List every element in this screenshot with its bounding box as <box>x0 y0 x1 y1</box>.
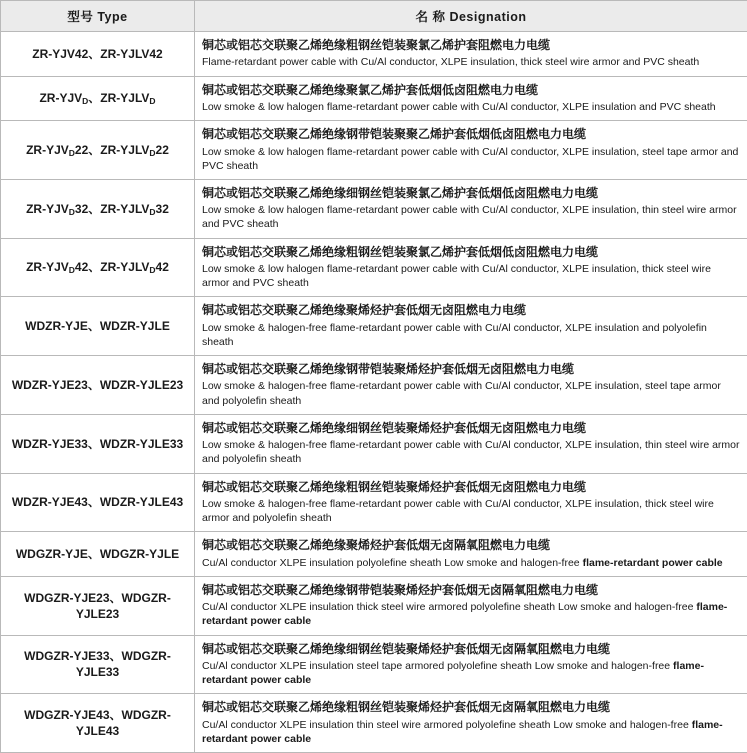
cell-model: ZR-YJV42、ZR-YJLV42 <box>1 32 195 77</box>
designation-chinese: 铜芯或铝芯交联聚乙烯绝缘聚烯烃护套低烟无卤隔氧阻燃电力电缆 <box>202 537 740 554</box>
designation-english: Cu/Al conductor XLPE insulation thick steel wire armored polyolefine sheath Low smoke and halogen-free flame-retardant power cable <box>202 600 740 628</box>
cell-designation <box>195 179 747 238</box>
designation-english: Low smoke & halogen-free flame-retardant power cable with Cu/Al conductor, XLPE insulation, thick steel wire armor and polyolefin sheath <box>202 497 740 525</box>
table-row <box>1 635 747 694</box>
table-row <box>1 576 747 635</box>
cell-designation <box>195 238 747 297</box>
cell-designation <box>195 694 747 753</box>
designation-chinese: 铜芯或铝芯交联聚乙烯绝缘粗钢丝铠装聚氯乙烯护套阻燃电力电缆 <box>202 37 740 54</box>
table-row <box>1 473 747 532</box>
cell-model: $ZR-YJV_D32$、$ZR-YJLV_D32$ <box>1 179 195 238</box>
table-header <box>1 1 747 32</box>
designation-chinese: 铜芯或铝芯交联聚乙烯绝缘聚烯烃护套低烟无卤阻燃电力电缆 <box>202 302 740 319</box>
designation-english: Low smoke & low halogen flame-retardant power cable with Cu/Al conductor, XLPE insulation, thick steel wire armor and PVC sheath <box>202 262 740 290</box>
designation-english: Cu/Al conductor XLPE insulation steel tape armored polyolefine sheath Low smoke and halogen-free flame-retardant power cable <box>202 659 740 687</box>
designation-english: Cu/Al conductor XLPE insulation polyolefine sheath Low smoke and halogen-free flame-retardant power cable <box>202 556 740 570</box>
cell-model: WDZR-YJE33、WDZR-YJLE33 <box>1 414 195 473</box>
table-row <box>1 76 747 121</box>
designation-chinese: 铜芯或铝芯交联聚乙烯绝缘细钢丝铠装聚烯烃护套低烟无卤阻燃电力电缆 <box>202 420 740 437</box>
table-body <box>1 32 747 753</box>
cell-model: WDGZR-YJE33、WDGZR-YJLE33 <box>1 635 195 694</box>
table-row <box>1 121 747 180</box>
designation-english: Low smoke & halogen-free flame-retardant power cable with Cu/Al conductor, XLPE insulation, steel tape armor and polyolefin sheath <box>202 379 740 407</box>
designation-chinese: 铜芯或铝芯交联聚乙烯绝缘粗钢丝铠装聚烯烃护套低烟无卤阻燃电力电缆 <box>202 479 740 496</box>
table-row <box>1 532 747 577</box>
designation-chinese: 铜芯或铝芯交联聚乙烯绝缘钢带铠装聚烯烃护套低烟无卤阻燃电力电缆 <box>202 361 740 378</box>
designation-english: Low smoke & low halogen flame-retardant power cable with Cu/Al conductor, XLPE insulation, thin steel wire armor and PVC sheath <box>202 203 740 231</box>
cell-model: $ZR-YJV_D42$、$ZR-YJLV_D42$ <box>1 238 195 297</box>
cell-designation <box>195 576 747 635</box>
cell-designation <box>195 297 747 356</box>
column-header-model: 型号 Type <box>1 1 195 32</box>
cell-model: WDGZR-YJE、WDGZR-YJLE <box>1 532 195 577</box>
designation-chinese: 铜芯或铝芯交联聚乙烯绝缘钢带铠装聚聚乙烯护套低烟低卤阻燃电力电缆 <box>202 126 740 143</box>
column-header-designation: 名 称 Designation <box>195 1 747 32</box>
cell-designation <box>195 414 747 473</box>
table-row <box>1 32 747 77</box>
designation-english: Low smoke & low halogen flame-retardant power cable with Cu/Al conductor, XLPE insulation and PVC sheath <box>202 100 740 114</box>
cell-model: $ZR-YJV_D22$、$ZR-YJLV_D22$ <box>1 121 195 180</box>
cell-model: $ZR-YJV_D$、$ZR-YJLV_D$ <box>1 76 195 121</box>
cell-designation <box>195 532 747 577</box>
designation-english: Low smoke & low halogen flame-retardant power cable with Cu/Al conductor, XLPE insulation, steel tape armor and PVC sheath <box>202 145 740 173</box>
designation-english: Low smoke & halogen-free flame-retardant power cable with Cu/Al conductor, XLPE insulation, thin steel wire armor and polyolefin sheath <box>202 438 740 466</box>
cell-model: WDZR-YJE23、WDZR-YJLE23 <box>1 356 195 415</box>
designation-chinese: 铜芯或铝芯交联聚乙烯绝缘钢带铠装聚烯烃护套低烟无卤隔氧阻燃电力电缆 <box>202 582 740 599</box>
table-row <box>1 297 747 356</box>
table-row <box>1 694 747 753</box>
designation-chinese: 铜芯或铝芯交联聚乙烯绝缘细钢丝铠装聚氯乙烯护套低烟低卤阻燃电力电缆 <box>202 185 740 202</box>
cell-designation <box>195 32 747 77</box>
cell-model: WDZR-YJE、WDZR-YJLE <box>1 297 195 356</box>
designation-chinese: 铜芯或铝芯交联聚乙烯绝缘聚氯乙烯护套低烟低卤阻燃电力电缆 <box>202 82 740 99</box>
cell-designation <box>195 356 747 415</box>
designation-chinese: 铜芯或铝芯交联聚乙烯绝缘粗钢丝铠装聚氯乙烯护套低烟低卤阻燃电力电缆 <box>202 244 740 261</box>
designation-chinese: 铜芯或铝芯交联聚乙烯绝缘粗钢丝铠装聚烯烃护套低烟无卤隔氧阻燃电力电缆 <box>202 699 740 716</box>
cell-designation <box>195 76 747 121</box>
cell-designation <box>195 473 747 532</box>
designation-english: Low smoke & halogen-free flame-retardant power cable with Cu/Al conductor, XLPE insulation and polyolefin sheath <box>202 321 740 349</box>
table-row <box>1 238 747 297</box>
table-row <box>1 179 747 238</box>
designation-english: Flame-retardant power cable with Cu/Al conductor, XLPE insulation, thick steel wire armor and PVC sheath <box>202 55 740 69</box>
cell-model: WDGZR-YJE23、WDGZR-YJLE23 <box>1 576 195 635</box>
cell-designation <box>195 635 747 694</box>
table-row <box>1 356 747 415</box>
cell-designation <box>195 121 747 180</box>
header-row <box>1 1 747 32</box>
table-row <box>1 414 747 473</box>
designation-chinese: 铜芯或铝芯交联聚乙烯绝缘细钢丝铠装聚烯烃护套低烟无卤隔氧阻燃电力电缆 <box>202 641 740 658</box>
cell-model: WDGZR-YJE43、WDGZR-YJLE43 <box>1 694 195 753</box>
cell-model: WDZR-YJE43、WDZR-YJLE43 <box>1 473 195 532</box>
designation-english: Cu/Al conductor XLPE insulation thin steel wire armored polyolefine sheath Low smoke and halogen-free flame-retardant power cable <box>202 718 740 746</box>
